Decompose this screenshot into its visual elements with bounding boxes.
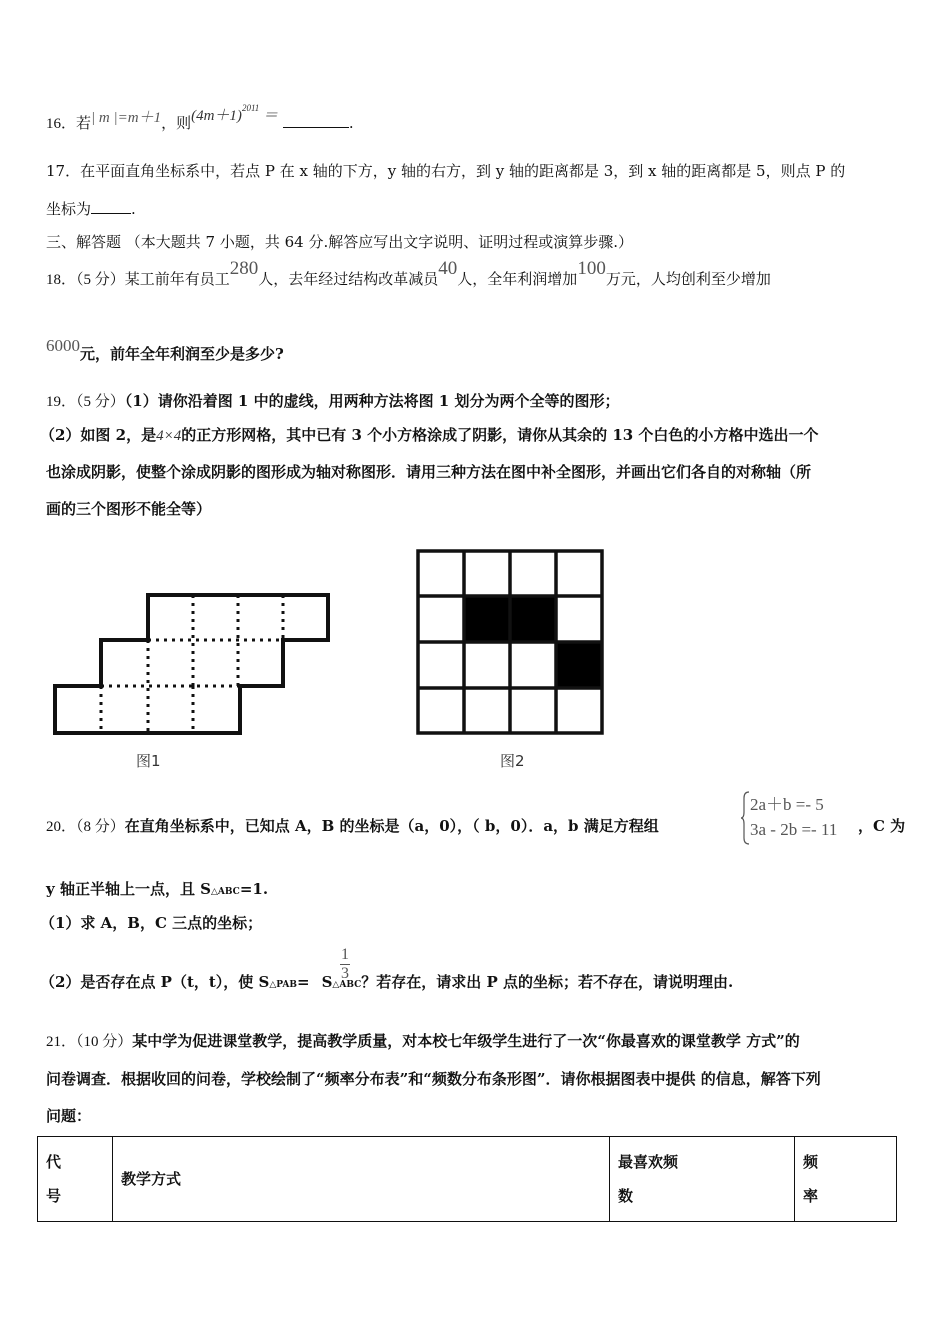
header-count-line1: 最喜欢频 [618,1153,679,1171]
q19-grid-size: 4×4 [156,428,182,444]
fraction-denominator: 3 [341,965,349,982]
q16-dot: . [348,114,354,132]
q20-condition-text: y 轴正半轴上一点，且 S [46,880,211,898]
q20-line2 [46,878,268,903]
figure-2-grid [415,548,607,736]
q20-part2-text: （2）是否存在点 P（t，t），使 [40,973,259,991]
q20-part2 [40,971,733,996]
q18-value-4: 6000 [46,336,80,355]
q18-text-3: 人，全年利润增加 [457,270,578,288]
q16-line [46,103,354,136]
figure-1 [50,590,335,740]
q16-answer-blank[interactable] [283,113,349,128]
q20-subscript-pab: △PAB [269,980,297,990]
q19-line1 [46,390,619,413]
q19-part1: （1）请你沿着图 1 中的虚线，用两种方法将图 1 划分为两个全等的图形； [124,392,620,410]
q18-text-2: 人，去年经过结构改革减员 [258,270,439,288]
q18-value-1: 280 [229,258,259,279]
q18-text-4: 万元，人均创利至少增加 [605,270,771,288]
q20-number: 20．（8 分） [46,819,125,835]
header-method [113,1137,610,1222]
q18-text-1: 某工前年有员工 [124,270,230,288]
q20-subscript-abc: △ABC [332,980,362,990]
frequency-table [37,1136,897,1222]
q16-base: (4m＋1) [191,108,242,124]
q21-line2: 问卷调查．根据收回的问卷，学校绘制了“频率分布表”和“频数分布条形图”．请你根据图表中提供 的信息，解答下列 [46,1070,821,1088]
q16-equals: ＝ [259,108,279,124]
q20-condition-value: =1. [239,880,269,898]
q19-line4: 画的三个图形不能全等） [46,500,212,518]
q21-line1 [46,1030,800,1053]
q20-line1 [46,815,659,838]
q18-value-3: 100 [577,258,606,279]
q20-part1: （1）求 A，B，C 三点的坐标； [40,914,263,932]
grid-lines [418,551,602,733]
section-heading: 三、解答题 （本大题共 7 小题，共 64 分.解答应写出文字说明、证明过程或演算步骤.） [46,233,634,251]
header-code-line2: 号 [46,1187,62,1205]
q20-equation-1: 2a＋b =- 5 [750,795,824,814]
figure-1-caption: 图1 [136,752,161,770]
q16-text: 若 [76,114,92,132]
q19-part2-text-b: 的正方形网格，其中已有 3 个小方格涂成了阴影，请你从其余的 13 个白色的小方格中选出一个 [181,426,819,444]
q17-answer-blank[interactable] [91,199,131,214]
q20-subscript: △ABC [211,887,240,897]
figure-1-dashed-lines [101,595,283,733]
header-method-label: 教学方式 [121,1170,182,1188]
header-count-line2: 数 [618,1187,634,1205]
shaded-cell [556,642,602,688]
q20-area-s2: S [321,973,333,991]
q21-line3: 问题： [46,1107,92,1125]
q20-part2-text-b: ？若存在，请求出 P 点的坐标；若不存在，请说明理由. [361,973,734,991]
q20-fraction [340,946,350,983]
q18-line2 [46,336,284,365]
q20-text: 在直角坐标系中，已知点 A，B 的坐标是（a，0），（ b，0）．a，b 满足方程组 [124,817,659,835]
header-frequency [795,1137,897,1222]
q16-then: 则 [176,114,192,132]
q18-number: 18．（5 分） [46,272,125,288]
q19-part2-text: （2）如图 2，是 [40,426,157,444]
fraction-numerator: 1 [341,946,349,963]
q18-value-2: 40 [438,258,458,279]
q20-area-s: S [258,973,270,991]
q20-equals: = [297,973,310,991]
header-frequency-line2: 率 [803,1187,819,1205]
q21-text: 某中学为促进课堂教学，提高教学质量，对本校七年级学生进行了一次“你最喜欢的课堂教学 方式”的 [132,1032,800,1050]
q17-text: 坐标为 [46,200,92,218]
q16-exponent: 2011 [241,103,260,113]
q19-number: 19．（5 分） [46,394,125,410]
header-frequency-line1: 频 [803,1153,819,1171]
q16-comma: ， [161,114,177,132]
q20-text-c: ，C 为 [858,817,906,835]
figure-2-caption: 图2 [500,752,525,770]
q21-number: 21．（10 分） [46,1034,133,1050]
q19-line3: 也涂成阴影，使整个涂成阴影的图形成为轴对称图形．请用三种方法在图中补全图形，并画出它们各自的对称轴（所 [46,463,812,481]
q16-number: 16． [46,116,77,132]
header-count [610,1137,795,1222]
q18-text-5: 元，前年全年利润至少是多少? [80,345,284,363]
q17-dot: . [131,200,136,218]
header-code-line1: 代 [46,1153,62,1171]
table-header-row [38,1137,897,1222]
q17-line2 [46,198,136,220]
q16-condition: | m |=m＋1 [91,110,162,126]
header-code [38,1137,113,1222]
q18-line1 [46,258,771,291]
q20-equation-2: 3a - 2b =- 11 [750,820,838,839]
q16-expression [191,103,279,124]
q17-line1: 17．在平面直角坐标系中，若点 P 在 x 轴的下方，y 轴的右方，到 y 轴的距离都是 3，到 x 轴的距离都是 5，则点 P 的 [46,162,846,180]
q19-line2 [40,424,818,447]
